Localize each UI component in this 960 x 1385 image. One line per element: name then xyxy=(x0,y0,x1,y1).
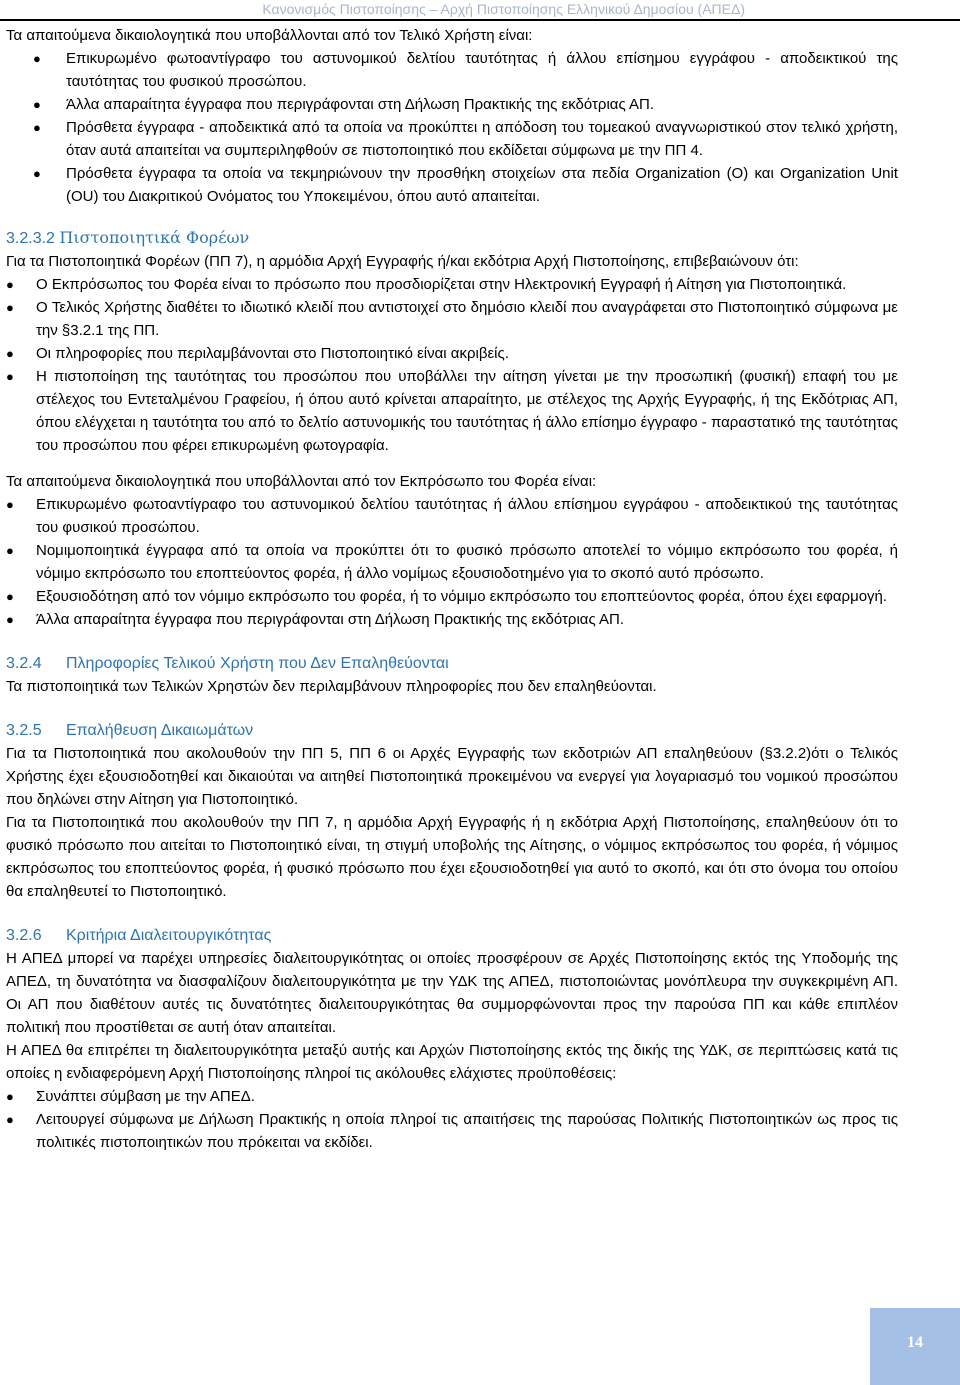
bullet-icon: ● xyxy=(33,166,41,181)
section-number: 3.2.4 xyxy=(6,655,42,672)
bullet-icon: ● xyxy=(33,120,41,135)
page-number-badge xyxy=(870,1308,960,1385)
section-title: Κριτήρια Διαλειτουργικότητας xyxy=(66,927,272,944)
list-item: ● Ο Τελικός Χρήστης διαθέτει το ιδιωτικό κλειδί που αντιστοιχεί στο δημόσιο κλειδί που αναγράφεται στο Πιστοποιητικό σύμφωνα με την §3.2.1 της ΠΠ. xyxy=(6,296,898,342)
bullet-icon: ● xyxy=(6,543,14,558)
bullet-icon: ● xyxy=(6,612,14,627)
list-item: ● Οι πληροφορίες που περιλαμβάνονται στο Πιστοποιητικό είναι ακριβείς. xyxy=(6,342,898,365)
bullet-icon: ● xyxy=(6,277,14,292)
list-item: ● Νομιμοποιητικά έγγραφα από τα οποία να προκύπτει ότι το φυσικό πρόσωπο αποτελεί το νόμιμο εκπρόσωπο του φορέα, ή νόμιμο εκπρόσωπο του εποπτεύοντος φορέα, ή άλλο νομίμως εξουσιοδοτημένο για το σκοπό αυτό πρόσωπο. xyxy=(6,539,898,585)
list-item: ● Άλλα απαραίτητα έγγραφα που περιγράφονται στη Δήλωση Πρακτικής της εκδότριας ΑΠ. xyxy=(6,93,898,116)
bullet-icon: ● xyxy=(6,300,14,315)
org-rep-docs-intro: Τα απαιτούμενα δικαιολογητικά που υποβάλλονται από τον Εκπρόσωπο του Φορέα είναι: xyxy=(6,473,597,490)
list-item: ● Άλλα απαραίτητα έγγραφα που περιγράφονται στη Δήλωση Πρακτικής της εκδότριας ΑΠ. xyxy=(6,608,898,631)
section-number: 3.2.3.2 xyxy=(6,230,55,247)
list-item: ● Εξουσιοδότηση από τον νόμιμο εκπρόσωπο του φορέα, ή το νόμιμο εκπρόσωπο του εποπτεύοντος φορέα, όπου έχει εφαρμογή. xyxy=(6,585,898,608)
section-heading-324 xyxy=(6,653,898,675)
bullet-icon: ● xyxy=(6,1089,14,1104)
section-326-list xyxy=(6,1085,898,1154)
bullet-icon: ● xyxy=(6,497,14,512)
section-heading-325 xyxy=(6,720,898,742)
header-divider xyxy=(0,19,960,21)
document-body xyxy=(6,24,898,1154)
list-item: ● Επικυρωμένο φωτοαντίγραφο του αστυνομικού δελτίου ταυτότητας ή άλλου επίσημου εγγράφου - αποδεικτικού της ταυτότητας του φυσικού προσώπου. xyxy=(6,47,898,93)
page-number: 14 xyxy=(907,1334,923,1351)
list-item: ● Επικυρωμένο φωτοαντίγραφο του αστυνομικού δελτίου ταυτότητας ή άλλου επίσημου εγγράφου - αποδεικτικού της ταυτότητας του φυσικού προσώπου. xyxy=(6,493,898,539)
section-number: 3.2.6 xyxy=(6,927,42,944)
bullet-icon: ● xyxy=(6,1112,14,1127)
section-heading-3232 xyxy=(6,227,898,250)
org-rep-docs-list xyxy=(6,493,898,631)
section-3232-list xyxy=(6,273,898,457)
list-item: ● Πρόσθετα έγγραφα τα οποία να τεκμηριώνουν την προσθήκη στοιχείων στα πεδία Organization (O) και Organization Unit (OU) του Διακριτικού Ονόματος του Υποκειμένου, όπου αυτό απαιτείται. xyxy=(6,162,898,208)
section-title: Επαλήθευση Δικαιωμάτων xyxy=(66,722,254,739)
bullet-icon: ● xyxy=(6,346,14,361)
section-326-para-1: Η ΑΠΕΔ μπορεί να παρέχει υπηρεσίες διαλειτουργικότητας οι οποίες προσφέρουν σε Αρχές Πιστοποίησης εκτός της Υποδομής της ΑΠΕΔ, τη δυνατότητα να διασφαλίζουν διαλειτουργικότητα με την ΥΔΚ της ΑΠΕΔ, πιστοποιώντας μονόπλευρα την συγκεκριμένη ΑΠ. Οι ΑΠ που διαθέτουν αυτές τις δυνατότητες διαλειτουργικότητας θα συμμορφώνονται προς την παρούσα ΠΠ και κάθε επιπλέον πολιτική που προστίθεται σε αυτή όταν απαιτείται. xyxy=(6,950,898,1036)
end-user-docs-list xyxy=(6,47,898,208)
section-title: Πληροφορίες Τελικού Χρήστη που Δεν Επαληθεύονται xyxy=(66,655,449,672)
bullet-icon: ● xyxy=(6,369,14,384)
list-item: ● Η πιστοποίηση της ταυτότητας του προσώπου που υποβάλλει την αίτηση γίνεται με την προσωπική (φυσική) επαφή του με στέλεχος του Εντεταλμένου Γραφείου, ή όπου αυτό κρίνεται απαραίτητο, με στέλεχος της Αρχής Εγγραφής, ή της Εκδότριας ΑΠ, όπου ελέγχεται η ταυτότητα του από το δελτίο αστυνομικής του ταυτότητας ή άλλο επίσημο έγγραφο - παραστατικό της ταυτότητας του προσώπου που φέρει επικυρωμένη φωτογραφία. xyxy=(6,365,898,457)
section-325-para-2: Για τα Πιστοποιητικά που ακολουθούν την ΠΠ 7, η αρμόδια Αρχή Εγγραφής ή η εκδότρια Αρχή Πιστοποίησης, επαληθεύουν ότι το φυσικό πρόσωπο που αιτείται το Πιστοποιητικό είναι, τη στιγμή υποβολής της Αίτησης, ο νόμιμος εκπρόσωπος του φορέα, ή νόμιμος εκπρόσωπος του εποπτεύοντος φορέα, ή φυσικό πρόσωπο που έχει εξουσιοδοτηθεί για αυτό το σκοπό, και ότι στο όνομα του οποίου θα επαληθευτεί το Πιστοποιητικό. xyxy=(6,814,898,900)
page-header-title: Κανονισμός Πιστοποίησης – Αρχή Πιστοποίησης Ελληνικού Δημοσίου (ΑΠΕΔ) xyxy=(262,1,745,17)
bullet-icon: ● xyxy=(33,97,41,112)
section-326-para-2: Η ΑΠΕΔ θα επιτρέπει τη διαλειτουργικότητα μεταξύ αυτής και Αρχών Πιστοποίησης εκτός της δικής της ΥΔΚ, σε περιπτώσεις κατά τις οποίες η ενδιαφερόμενη Αρχή Πιστοποίησης πληροί τις ακόλουθες ελάχιστες προϋποθέσεις: xyxy=(6,1042,898,1082)
bullet-icon: ● xyxy=(33,51,41,66)
section-title: Πιστοποιητικά Φορέων xyxy=(59,228,250,247)
bullet-icon: ● xyxy=(6,589,14,604)
list-item: ● Ο Εκπρόσωπος του Φορέα είναι το πρόσωπο που προσδιορίζεται στην Ηλεκτρονική Εγγραφή ή Αίτηση για Πιστοποιητικά. xyxy=(6,273,898,296)
section-heading-326 xyxy=(6,925,898,947)
section-3232-intro: Για τα Πιστοποιητικά Φορέων (ΠΠ 7), η αρμόδια Αρχή Εγγραφής ή/και εκδότρια Αρχή Πιστοποίησης, επιβεβαιώνουν ότι: xyxy=(6,253,799,270)
list-item: ● Πρόσθετα έγγραφα - αποδεικτικά από τα οποία να προκύπτει η απόδοση του τομεακού αναγνωριστικού στον τελικό χρήστη, όταν αυτά απαιτείται να συμπεριληφθούν σε πιστοποιητικό που εκδίδεται σύμφωνα με την ΠΠ 4. xyxy=(6,116,898,162)
end-user-docs-intro: Τα απαιτούμενα δικαιολογητικά που υποβάλλονται από τον Τελικό Χρήστη είναι: xyxy=(6,27,533,44)
section-325-para-1: Για τα Πιστοποιητικά που ακολουθούν την ΠΠ 5, ΠΠ 6 οι Αρχές Εγγραφής των εκδοτριών ΑΠ επαληθεύουν (§3.2.2)ότι ο Τελικός Χρήστης έχει εξουσιοδοτηθεί και δικαιούται να αιτηθεί Πιστοποιητικά προκειμένου να ενεργεί για λογαριασμό του νομικού προσώπου που δηλώνει στην Αίτηση για Πιστοποιητικό. xyxy=(6,745,898,808)
section-number: 3.2.5 xyxy=(6,722,42,739)
list-item: ● Συνάπτει σύμβαση με την ΑΠΕΔ. xyxy=(6,1085,898,1108)
section-324-body: Τα πιστοποιητικά των Τελικών Χρηστών δεν περιλαμβάνουν πληροφορίες που δεν επαληθεύονται. xyxy=(6,678,657,695)
list-item: ● Λειτουργεί σύμφωνα με Δήλωση Πρακτικής η οποία πληροί τις απαιτήσεις της παρούσας Πολιτικής Πιστοποιητικών ως προς τις πολιτικές πιστοποιητικών που πρόκειται να εκδίδει. xyxy=(6,1108,898,1154)
